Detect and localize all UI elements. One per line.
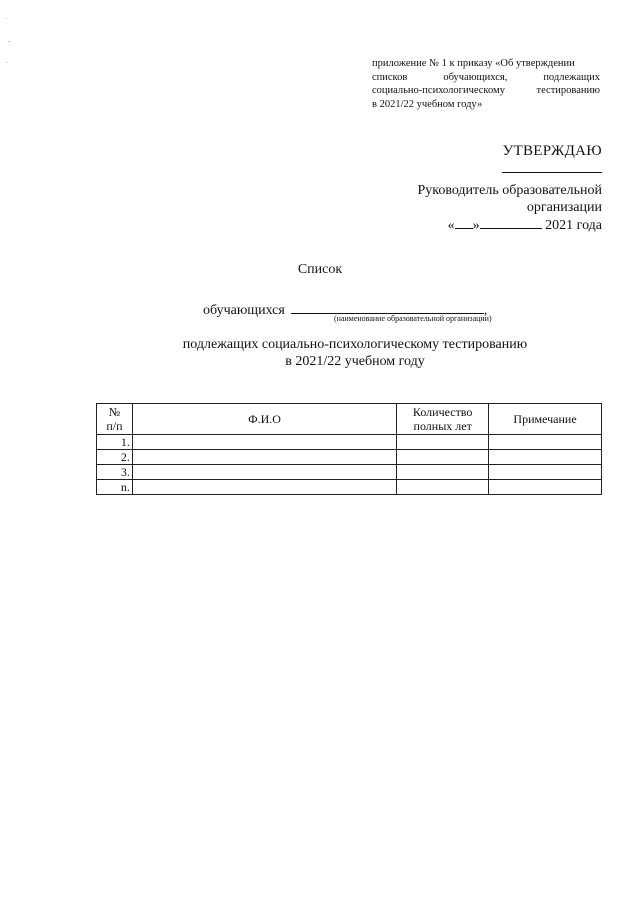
table-row [97,480,602,495]
signature-line [502,160,602,173]
approval-date: « » 2021 года [447,218,602,233]
date-month-blank [480,216,542,229]
row-years-cell [397,465,489,480]
row-number: n. [97,480,133,495]
table-header-row [97,404,602,435]
row-name-cell [132,465,396,480]
row-years-cell [397,480,489,495]
approval-position-line-1: Руководитель образовательной [417,183,602,198]
appendix-line-2: списков обучающихся, подлежащих [372,71,600,83]
appendix-line-4: в 2021/22 учебном году» [372,98,483,110]
table-row [97,450,602,465]
appendix-line-1: приложение № 1 к приказу «Об утверждении [372,58,575,69]
row-note-cell [489,465,602,480]
row-name-cell [132,435,396,450]
table-row [97,435,602,450]
document-subject [0,336,640,370]
header-note: Примечание [489,404,602,435]
row-note-cell [489,435,602,450]
header-years: Количество полных лет [397,404,489,435]
row-number: 1. [97,435,133,450]
date-day-blank [455,216,473,229]
header-name: Ф.И.О [132,404,396,435]
appendix-line-3: социально-психологическому тестированию [372,85,600,96]
row-note-cell [489,450,602,465]
row-number: 3. [97,465,133,480]
subject-line-2: в 2021/22 учебном году [285,354,425,369]
row-name-cell [132,450,396,465]
table-row [97,465,602,480]
row-note-cell [489,480,602,495]
students-label: обучающихся [203,303,285,318]
students-table [96,403,602,495]
approval-heading: УТВЕРЖДАЮ [502,143,602,159]
header-num: № п/п [97,404,133,435]
organization-caption: (наименование образовательной организации) [334,314,492,323]
row-years-cell [397,435,489,450]
subject-line-1: подлежащих социально-психологическому тестированию [182,337,528,352]
row-name-cell [132,480,396,495]
appendix-note [372,57,600,111]
row-number: 2. [97,450,133,465]
row-years-cell [397,450,489,465]
approval-block [417,143,602,234]
document-title: Список [297,262,343,277]
students-row: обучающихся , [203,303,488,318]
organization-blank [291,301,484,314]
approval-position-line-2: организации [526,200,602,215]
